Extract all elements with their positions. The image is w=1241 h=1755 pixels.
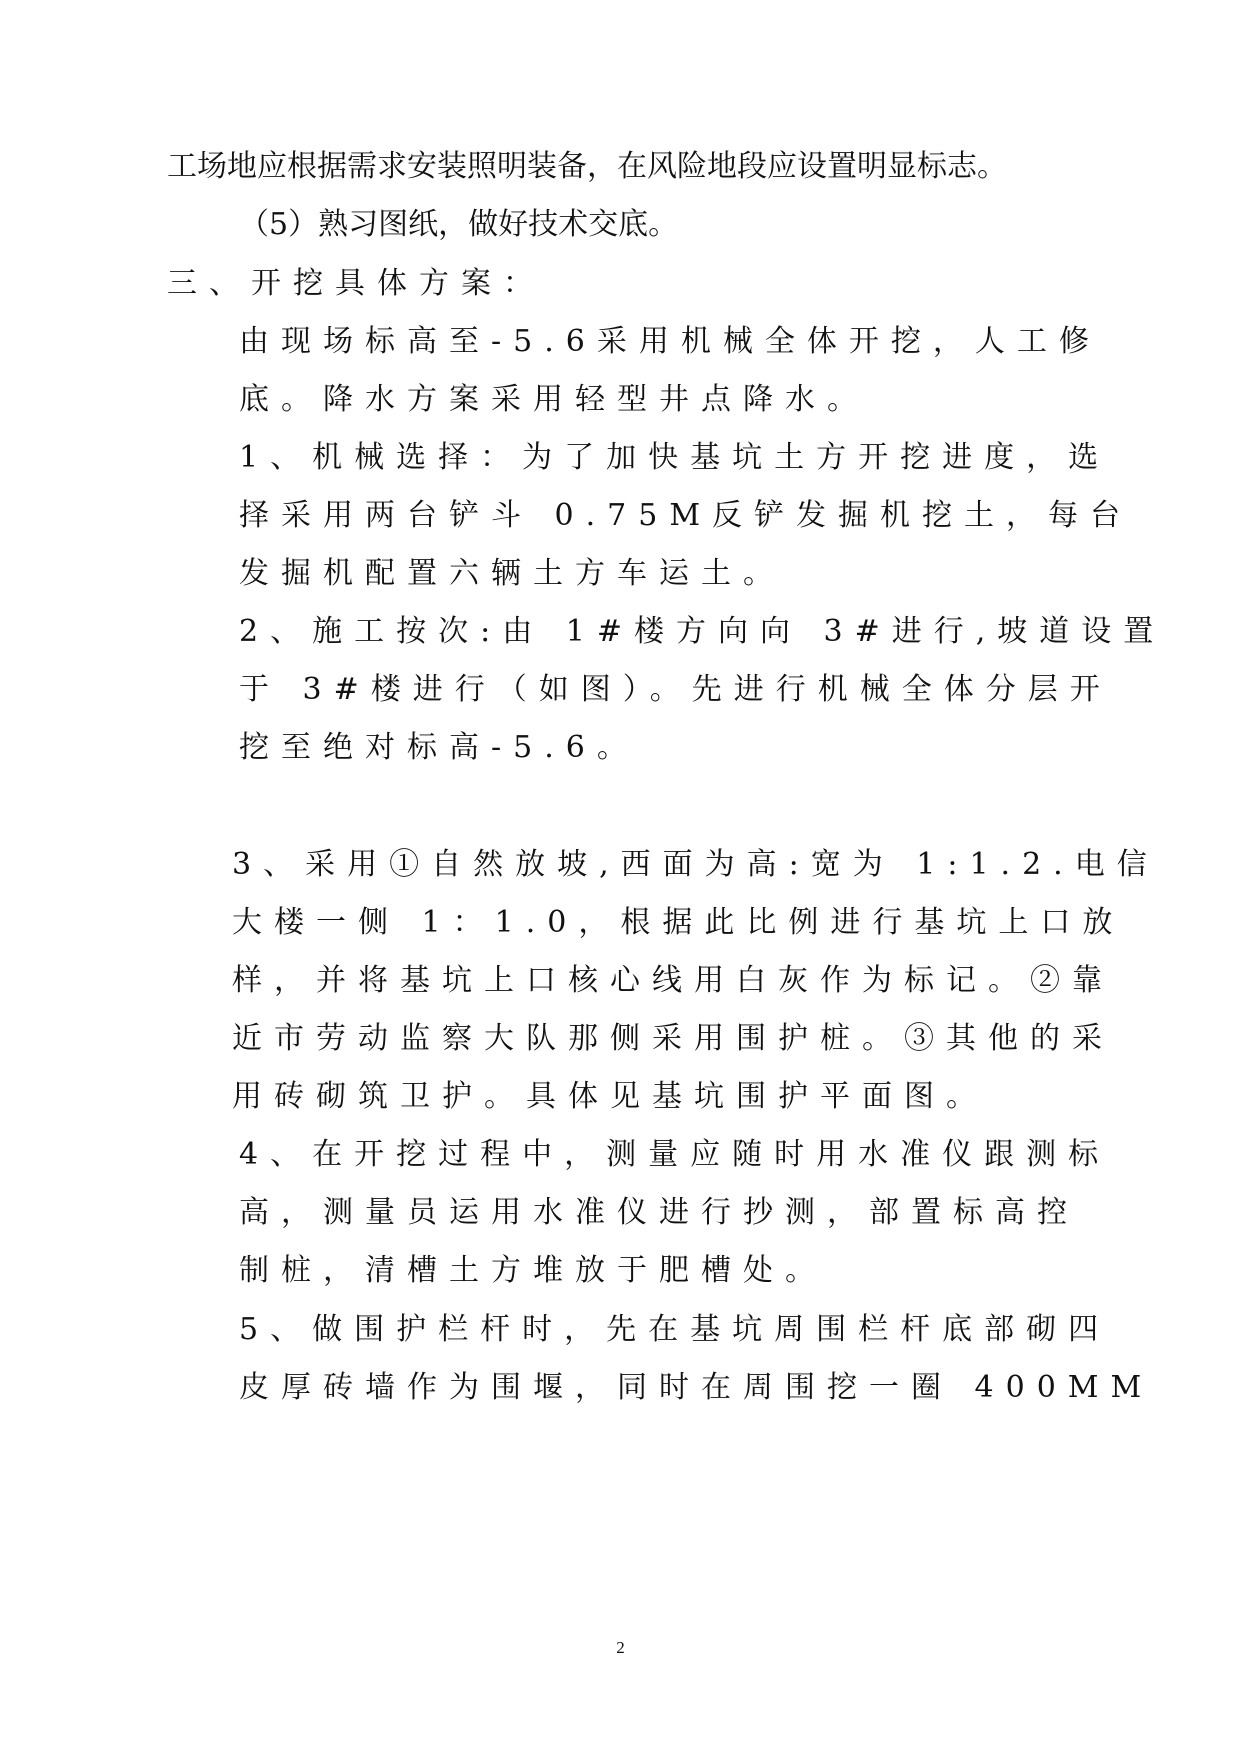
text-line: 近市劳动监察大队那侧采用围护桩。③其他的采 [232,1021,1114,1056]
text-line: 2、施工按次:由 1#楼方向向 3#进行,坡道设置 [239,614,1166,649]
section-heading: 三、开挖具体方案： [167,266,545,301]
text-line: 工场地应根据需求安装照明装备，在风险地段应设置明显标志。 [167,149,1007,184]
text-line: 5、做围护栏杆时，先在基坑周围栏杆底部砌四 [239,1312,1111,1347]
text-line: 底。降水方案采用轻型井点降水。 [239,382,869,417]
text-line: （5）熟习图纸，做好技术交底。 [239,207,679,242]
text-line: 由现场标高至-5.6采用机械全体开挖，人工修 [239,324,1101,359]
text-line: 4、在开挖过程中，测量应随时用水准仪跟测标 [239,1137,1111,1172]
text-line: 用砖砌筑卫护。具体见基坑围护平面图。 [232,1079,988,1114]
text-line: 1、机械选择：为了加快基坑土方开挖进度，选 [239,440,1111,475]
text-line: 制桩，清槽土方堆放于肥槽处。 [239,1253,827,1288]
page-number: 2 [616,1638,625,1657]
text-line: 择采用两台铲斗 0.75M反铲发掘机挖土，每台 [239,498,1133,533]
text-line: 于 3#楼进行（如图）。先进行机械全体分层开 [239,672,1112,707]
text-line: 3、采用①自然放坡,西面为高:宽为 1:1.2.电信 [232,847,1159,882]
text-line: 发掘机配置六辆土方车运土。 [239,556,785,591]
text-line: 样，并将基坑上口核心线用白灰作为标记。②靠 [232,963,1114,998]
text-line: 挖至绝对标高-5.6。 [239,730,639,765]
text-line: 大楼一侧 1：1.0，根据此比例进行基坑上口放 [232,905,1125,940]
text-line: 皮厚砖墙作为围堰，同时在周围挖一圈 400MM [239,1370,1154,1405]
text-line: 高，测量员运用水准仪进行抄测，部置标高控 [239,1195,1079,1230]
